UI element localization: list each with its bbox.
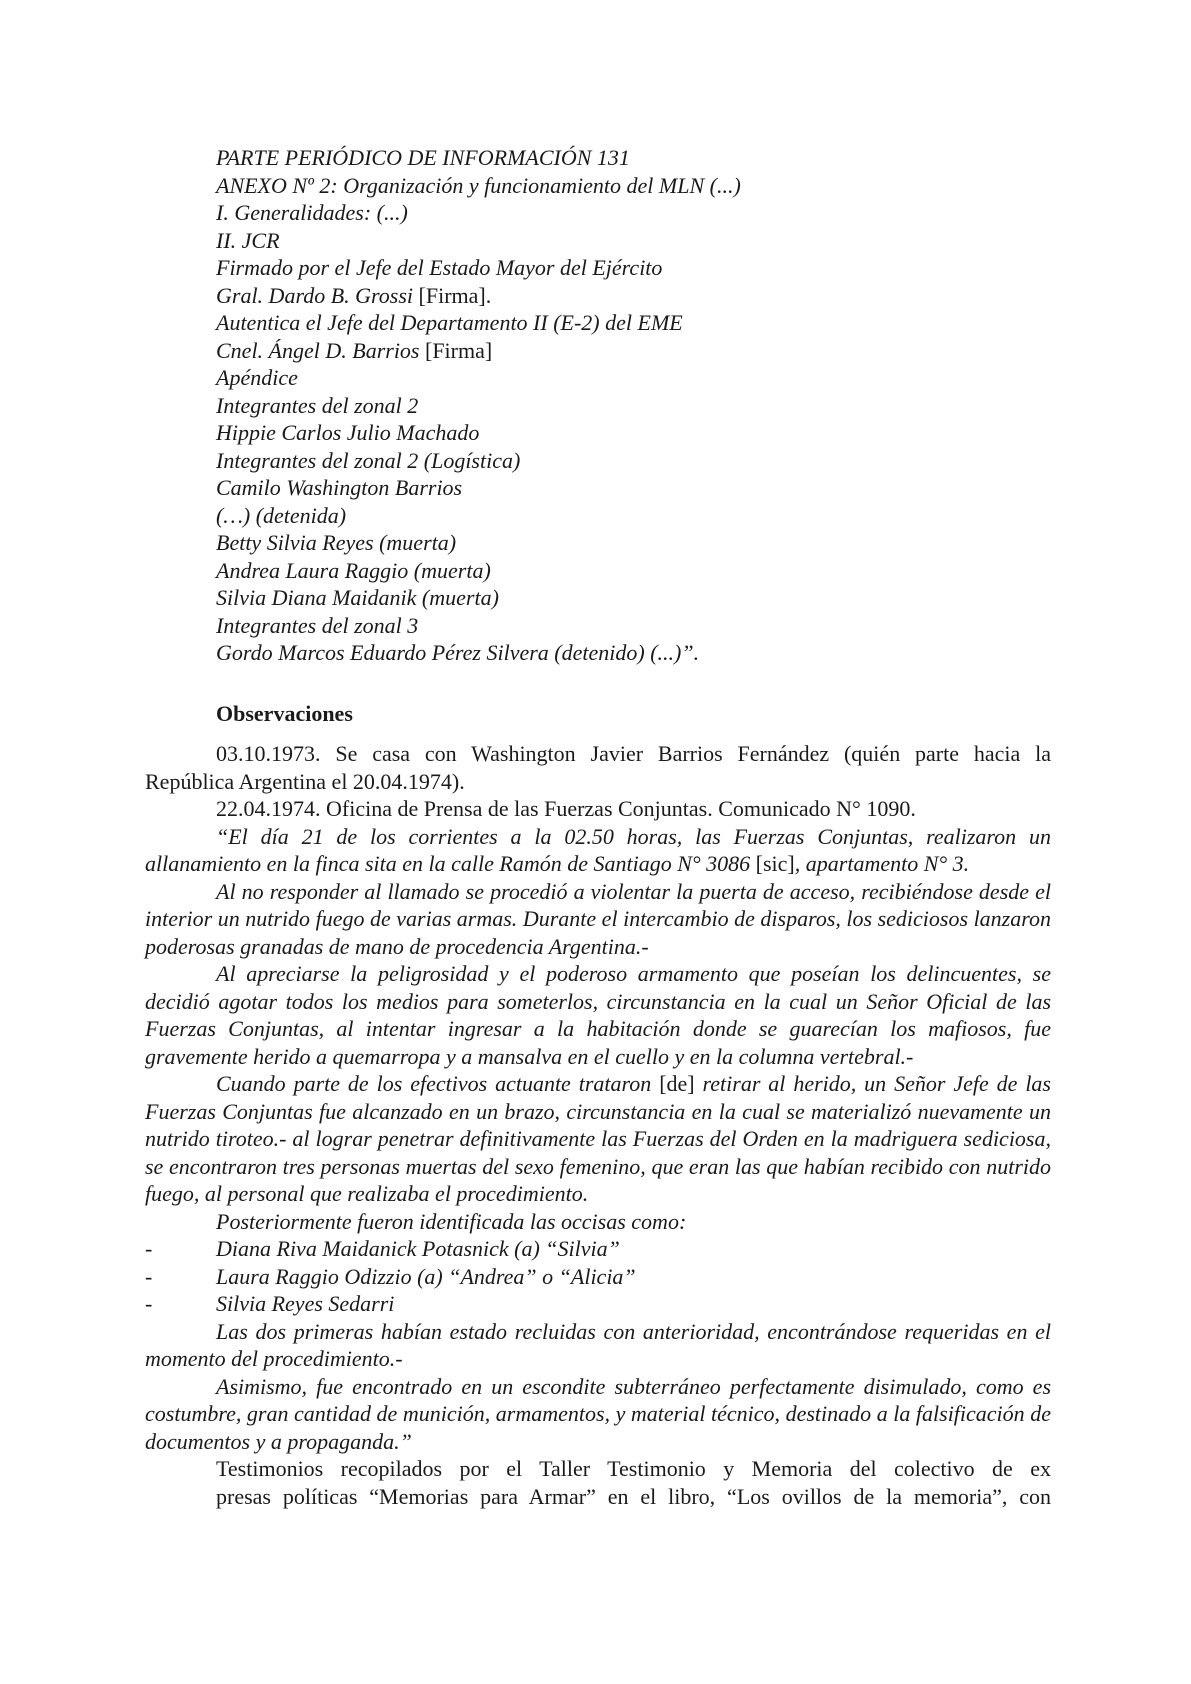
header-line-text: Firmado por el Jefe del Estado Mayor del Ejército bbox=[216, 255, 663, 280]
header-line bbox=[216, 474, 1076, 502]
header-line bbox=[216, 227, 1076, 255]
paragraph-line: Testimonios recopilados por el Taller Testimonio y Memoria del colectivo de ex bbox=[216, 1456, 1051, 1481]
paragraph-testimonios bbox=[145, 1455, 1051, 1510]
header-line-text: (…) (detenida) bbox=[216, 502, 347, 528]
paragraph-communique: Asimismo, fue encontrado en un escondite subterráneo perfectamente disimulado, como es costumbre, gran cantidad de munición, armamentos, y material técnico, destinado a la falsificación de documentos y a propaganda.” bbox=[145, 1373, 1051, 1454]
header-line-text: Hippie Carlos Julio Machado bbox=[216, 420, 480, 445]
header-line-text: Integrantes del zonal 3 bbox=[216, 612, 419, 638]
header-line bbox=[216, 144, 1076, 172]
header-line bbox=[216, 309, 1076, 337]
paragraph-marriage bbox=[145, 740, 1051, 795]
header-line bbox=[216, 584, 1076, 612]
header-line-text: I. Generalidades: (...) bbox=[216, 200, 408, 225]
quoted-report-header bbox=[216, 144, 1076, 667]
list-item bbox=[145, 1290, 1051, 1318]
header-line bbox=[216, 282, 1076, 310]
dash-bullet: - bbox=[145, 1263, 153, 1289]
editorial-note: [de] bbox=[651, 1071, 703, 1096]
header-line bbox=[216, 337, 1076, 365]
header-line-text: Gral. Dardo B. Grossi bbox=[216, 282, 414, 308]
paragraph-communique-heading: 22.04.1974. Oficina de Prensa de las Fuerzas Conjuntas. Comunicado N° 1090. bbox=[216, 796, 916, 821]
header-line-text: Silvia Diana Maidanik (muerta) bbox=[216, 585, 499, 610]
list-item-text: Laura Raggio Odizzio (a) “Andrea” o “Alicia” bbox=[216, 1263, 636, 1289]
header-line-text: Integrantes del zonal 2 (Logística) bbox=[216, 447, 521, 473]
list-item-text: Silvia Reyes Sedarri bbox=[216, 1291, 395, 1316]
paragraph-text: Cuando parte de los efectivos actuante trataron bbox=[216, 1071, 652, 1096]
paragraph-communique: Al no responder al llamado se procedió a violentar la puerta de acceso, recibiéndose desde el interior un nutrido fuego de varias armas. Durante el intercambio de disparos, los sediciosos lanzaron poderosas granadas de mano de procedencia Argentina.- bbox=[145, 878, 1051, 959]
paragraph-communique bbox=[145, 1070, 1051, 1208]
section-heading-observaciones: Observaciones bbox=[216, 701, 353, 726]
header-line-text: Andrea Laura Raggio (muerta) bbox=[216, 557, 491, 583]
paragraph-communique: Al apreciarse la peligrosidad y el poderoso armamento que poseían los delincuentes, se decidió agotar todos los medios para someterlos, circunstancia en la cual un Señor Oficial de las Fuerzas Conjuntas, al intentar ingresar a la habitación donde se guarecían los mafiosos, fue gravemente herido a quemarropa y a mansalva en el cuello y en la columna vertebral.- bbox=[145, 961, 1051, 1069]
dash-bullet: - bbox=[145, 1236, 153, 1261]
paragraph-line: allanamiento en la finca sita en la calle Ramón de Santiago N° 3086 bbox=[145, 851, 751, 876]
header-line bbox=[216, 254, 1076, 282]
header-line-text: II. JCR bbox=[216, 227, 280, 253]
header-line bbox=[216, 502, 1076, 530]
observaciones-body bbox=[145, 740, 1051, 1510]
header-line bbox=[216, 199, 1076, 227]
paragraph-line: presas políticas “Memorias para Armar” en el libro, “Los ovillos de la memoria”, con bbox=[216, 1483, 1051, 1509]
list-item bbox=[145, 1263, 1051, 1291]
paragraph-line: 03.10.1973. Se casa con Washington Javier Barrios Fernández (quién parte hacia la bbox=[216, 741, 1051, 766]
header-line-text: Camilo Washington Barrios bbox=[216, 475, 463, 500]
paragraph-communique-intro bbox=[145, 823, 1051, 878]
paragraph-line-tail: , apartamento N° 3. bbox=[794, 851, 970, 876]
paragraph-communique: Posteriormente fueron identificada las occisas como: bbox=[216, 1208, 687, 1234]
signature-note: [Firma]. bbox=[413, 282, 492, 308]
header-line-text: Integrantes del zonal 2 bbox=[216, 392, 419, 418]
paragraph-text: retirar al herido, un Señor Jefe de las Fuerzas Conjuntas fue alcanzado en un brazo, circunstancia en la cual se materializó nuevamente un nutrido tiroteo.- al lograr penetrar definitivamente las Fuerzas del Orden en la madriguera sediciosa, se encontraron tres personas muertas del sexo femenino, que eran las que habían recibido con nutrido fuego, al personal que realizaba el procedimiento. bbox=[145, 1071, 1051, 1206]
header-line bbox=[216, 172, 1076, 200]
header-line bbox=[216, 364, 1076, 392]
paragraph-communique: Las dos primeras habían estado recluidas con anterioridad, encontrándose requeridas en el momento del procedimiento.- bbox=[145, 1318, 1051, 1371]
header-line bbox=[216, 529, 1076, 557]
header-line bbox=[216, 612, 1076, 640]
header-line bbox=[216, 557, 1076, 585]
paragraph-line: República Argentina el 20.04.1974). bbox=[145, 768, 465, 794]
list-item bbox=[145, 1235, 1051, 1263]
header-line bbox=[216, 392, 1076, 420]
header-line-text: Autentica el Jefe del Departamento II (E-2) del EME bbox=[216, 310, 683, 335]
paragraph-line: “El día 21 de los corrientes a la 02.50 horas, las Fuerzas Conjuntas, realizaron un bbox=[216, 823, 1051, 849]
header-line-text: Apéndice bbox=[216, 365, 298, 390]
dash-bullet: - bbox=[145, 1291, 153, 1316]
header-line-text: Cnel. Ángel D. Barrios bbox=[216, 337, 420, 363]
header-line-text: Betty Silvia Reyes (muerta) bbox=[216, 530, 457, 555]
header-line bbox=[216, 419, 1076, 447]
editorial-note: [sic] bbox=[750, 851, 795, 876]
header-line-text: Gordo Marcos Eduardo Pérez Silvera (detenido) (...)”. bbox=[216, 640, 700, 665]
header-line-text: PARTE PERIÓDICO DE INFORMACIÓN 131 bbox=[216, 145, 630, 170]
header-line bbox=[216, 639, 1076, 667]
header-line bbox=[216, 447, 1076, 475]
header-line-text: ANEXO Nº 2: Organización y funcionamiento del MLN (...) bbox=[216, 172, 741, 198]
signature-note: [Firma] bbox=[419, 337, 493, 363]
list-item-text: Diana Riva Maidanick Potasnick (a) “Silvia” bbox=[216, 1236, 620, 1261]
